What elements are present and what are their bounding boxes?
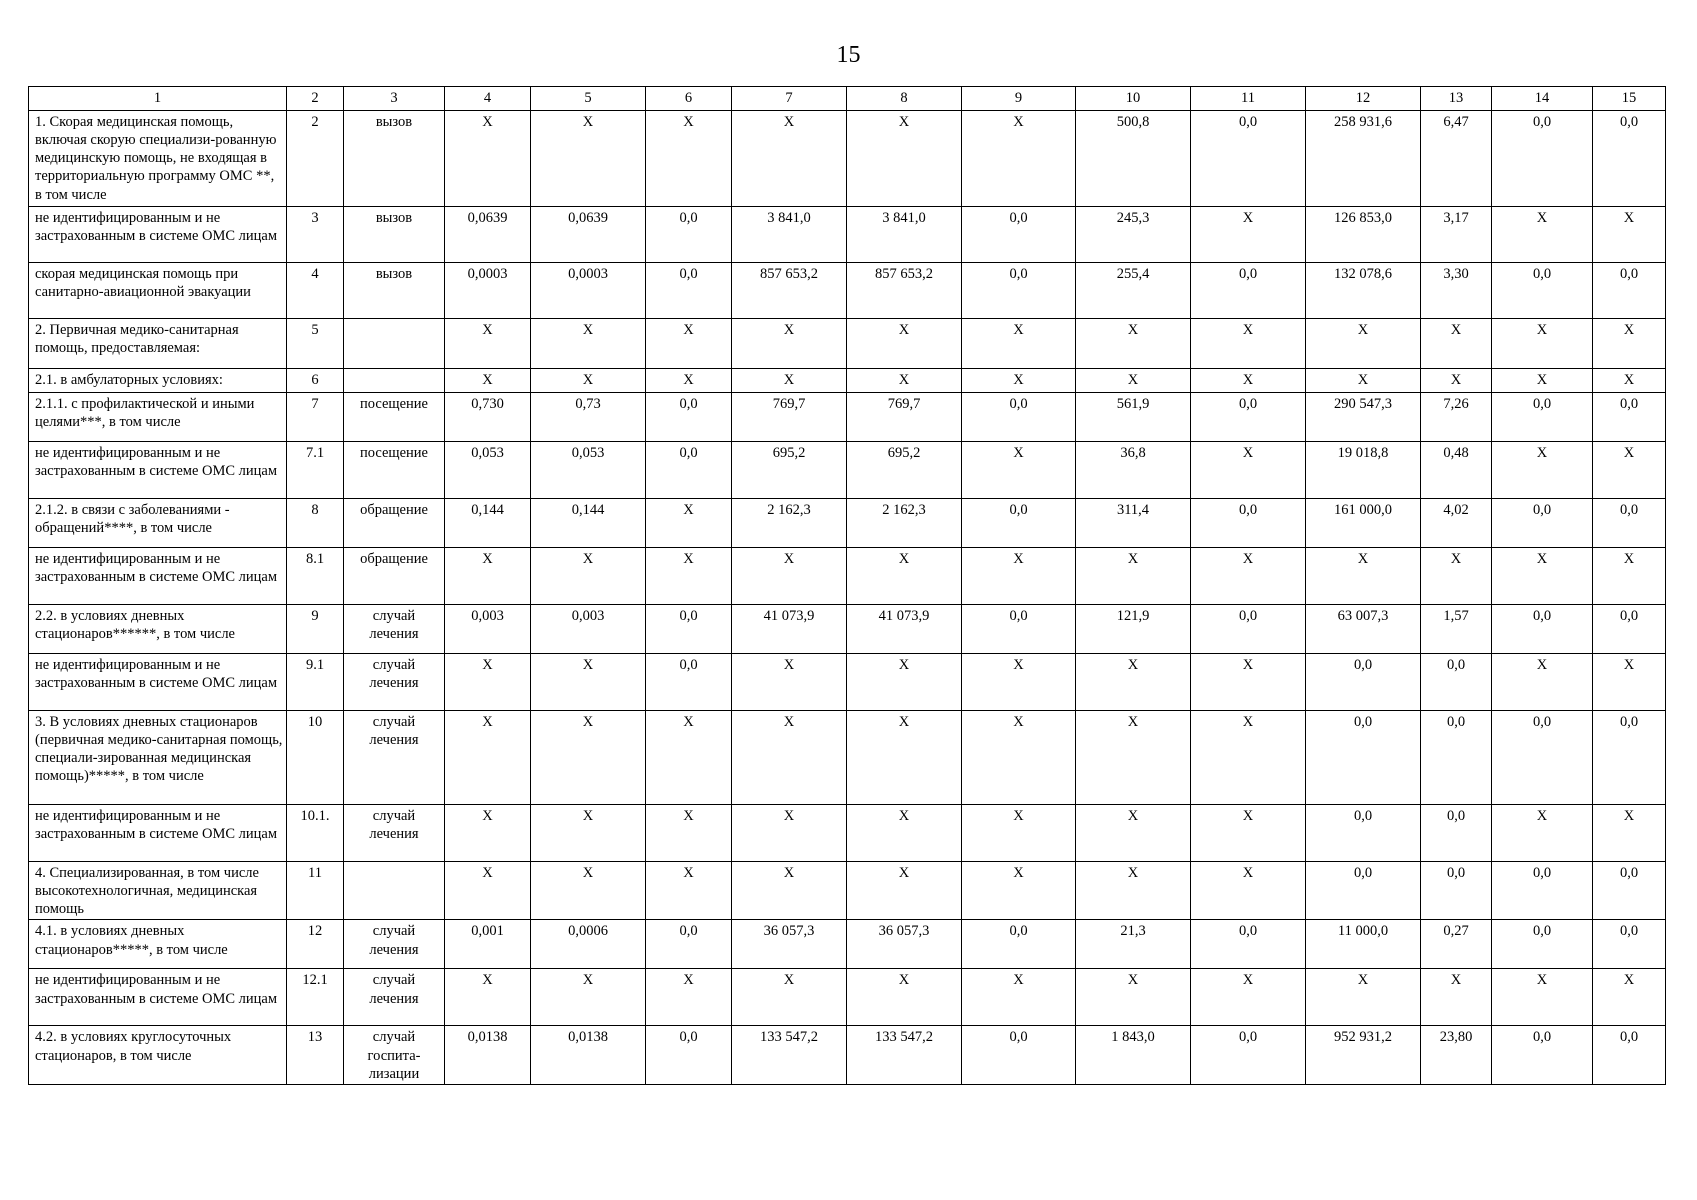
column-header-5: 5: [531, 87, 646, 111]
table-cell: 0,48: [1421, 442, 1492, 499]
column-header-10: 10: [1076, 87, 1191, 111]
table-cell: X: [1191, 711, 1306, 805]
table-cell: 36,8: [1076, 442, 1191, 499]
table-cell: 258 931,6: [1306, 111, 1421, 207]
table-row: [29, 1026, 1666, 1084]
table-row: [29, 393, 1666, 442]
table-cell: X: [1593, 654, 1666, 711]
table-cell: 11 000,0: [1306, 920, 1421, 969]
table-cell: 0,144: [531, 499, 646, 548]
table-cell: X: [1421, 369, 1492, 393]
table-cell: X: [445, 369, 531, 393]
row-label-cell: 2. Первичная медико-санитарная помощь, предоставляемая:: [29, 319, 287, 369]
table-cell: 126 853,0: [1306, 207, 1421, 263]
header-row: [29, 87, 1666, 111]
column-header-7: 7: [732, 87, 847, 111]
row-label-cell: 4.1. в условиях дневных стационаров*****, в том числе: [29, 920, 287, 969]
table-cell: 0,0: [1593, 499, 1666, 548]
column-header-11: 11: [1191, 87, 1306, 111]
table-cell: X: [847, 805, 962, 862]
table-cell: X: [1191, 969, 1306, 1026]
table-cell: 0,0: [1306, 805, 1421, 862]
table-cell: 19 018,8: [1306, 442, 1421, 499]
table-cell: 0,0: [962, 207, 1076, 263]
table-cell: 0,003: [445, 605, 531, 654]
table-cell: 561,9: [1076, 393, 1191, 442]
table-cell: 0,0: [1593, 920, 1666, 969]
table-cell: X: [1191, 862, 1306, 920]
table-cell: 0,73: [531, 393, 646, 442]
table-cell: X: [445, 805, 531, 862]
table-cell: 695,2: [732, 442, 847, 499]
table-cell: 3: [287, 207, 344, 263]
table-cell: 0,0: [962, 499, 1076, 548]
table-row: [29, 263, 1666, 319]
table-cell: X: [445, 969, 531, 1026]
row-label-cell: не идентифицированным и не застрахованным в системе ОМС лицам: [29, 442, 287, 499]
table-cell: X: [646, 969, 732, 1026]
table-cell: X: [732, 654, 847, 711]
row-label-cell: не идентифицированным и не застрахованным в системе ОМС лицам: [29, 654, 287, 711]
table-cell: случай лечения: [344, 654, 445, 711]
table-cell: 500,8: [1076, 111, 1191, 207]
table-cell: 0,730: [445, 393, 531, 442]
table-row: [29, 319, 1666, 369]
table-cell: X: [1306, 969, 1421, 1026]
row-label-cell: 2.2. в условиях дневных стационаров******, в том числе: [29, 605, 287, 654]
table-cell: X: [847, 862, 962, 920]
table-cell: 0,0: [1421, 862, 1492, 920]
table-cell: 0,0003: [531, 263, 646, 319]
table-cell: 3 841,0: [732, 207, 847, 263]
table-cell: 2: [287, 111, 344, 207]
table-cell: 0,0: [962, 605, 1076, 654]
table-cell: 2 162,3: [847, 499, 962, 548]
table-cell: X: [847, 369, 962, 393]
table-row: [29, 111, 1666, 207]
table-cell: X: [1076, 862, 1191, 920]
table-cell: 133 547,2: [732, 1026, 847, 1084]
table-cell: X: [962, 654, 1076, 711]
table-cell: X: [962, 548, 1076, 605]
table-cell: X: [1421, 319, 1492, 369]
table-cell: случай лечения: [344, 920, 445, 969]
table-cell: вызов: [344, 111, 445, 207]
row-label-cell: не идентифицированным и не застрахованным в системе ОМС лицам: [29, 805, 287, 862]
table-cell: X: [732, 805, 847, 862]
table-cell: X: [1306, 369, 1421, 393]
table-row: [29, 920, 1666, 969]
table-cell: X: [1076, 548, 1191, 605]
table-cell: 0,0: [1492, 1026, 1593, 1084]
table-cell: случай лечения: [344, 969, 445, 1026]
table-cell: 133 547,2: [847, 1026, 962, 1084]
table-row: [29, 369, 1666, 393]
column-header-1: 1: [29, 87, 287, 111]
table-cell: 13: [287, 1026, 344, 1084]
table-cell: 0,0: [1492, 920, 1593, 969]
table-cell: X: [1076, 711, 1191, 805]
table-cell: обращение: [344, 548, 445, 605]
table-cell: X: [1593, 805, 1666, 862]
table-cell: X: [531, 319, 646, 369]
table-cell: X: [962, 442, 1076, 499]
table-cell: 695,2: [847, 442, 962, 499]
table-cell: X: [445, 111, 531, 207]
table-cell: 7: [287, 393, 344, 442]
table-cell: X: [646, 499, 732, 548]
table-cell: 0,0: [1492, 711, 1593, 805]
table-cell: 0,0: [1306, 862, 1421, 920]
table-cell: 769,7: [847, 393, 962, 442]
table-cell: 121,9: [1076, 605, 1191, 654]
table-cell: 0,0: [1492, 393, 1593, 442]
table-cell: 255,4: [1076, 263, 1191, 319]
column-header-15: 15: [1593, 87, 1666, 111]
table-cell: случай госпита-лизации: [344, 1026, 445, 1084]
table-cell: X: [445, 319, 531, 369]
table-cell: 161 000,0: [1306, 499, 1421, 548]
table-cell: X: [445, 654, 531, 711]
table-row: [29, 207, 1666, 263]
table-cell: X: [445, 548, 531, 605]
table-cell: X: [847, 654, 962, 711]
table-cell: X: [646, 805, 732, 862]
table-cell: 8.1: [287, 548, 344, 605]
table-cell: X: [1492, 548, 1593, 605]
table-cell: 10: [287, 711, 344, 805]
table-cell: 0,0: [646, 1026, 732, 1084]
table-row: [29, 442, 1666, 499]
table-cell: 0,0: [1191, 605, 1306, 654]
table-cell: 769,7: [732, 393, 847, 442]
table-row: [29, 499, 1666, 548]
table-cell: 0,0: [1421, 654, 1492, 711]
table-cell: X: [531, 711, 646, 805]
table-cell: X: [1492, 654, 1593, 711]
table-cell: 0,0: [1191, 920, 1306, 969]
table-row: [29, 711, 1666, 805]
table-cell: X: [1191, 805, 1306, 862]
table-cell: 10.1.: [287, 805, 344, 862]
table-cell: 0,0: [1306, 711, 1421, 805]
table-cell: X: [1593, 548, 1666, 605]
column-header-4: 4: [445, 87, 531, 111]
table-cell: 0,053: [445, 442, 531, 499]
table-cell: X: [1593, 969, 1666, 1026]
table-cell: X: [1191, 654, 1306, 711]
row-label-cell: 3. В условиях дневных стационаров (первичная медико-санитарная помощь, специали-зированная медицинская помощь)*****, в том числе: [29, 711, 287, 805]
table-cell: 9.1: [287, 654, 344, 711]
table-cell: 0,003: [531, 605, 646, 654]
table-cell: 0,0: [1593, 111, 1666, 207]
table-cell: 0,0: [962, 1026, 1076, 1084]
table-cell: 63 007,3: [1306, 605, 1421, 654]
table-cell: X: [1191, 369, 1306, 393]
table-cell: 36 057,3: [847, 920, 962, 969]
table-row: [29, 969, 1666, 1026]
table-cell: 0,0: [1593, 711, 1666, 805]
table-cell: 21,3: [1076, 920, 1191, 969]
row-label-cell: 2.1.1. с профилактической и иными целями***, в том числе: [29, 393, 287, 442]
column-header-8: 8: [847, 87, 962, 111]
column-header-12: 12: [1306, 87, 1421, 111]
table-cell: 0,0: [1492, 263, 1593, 319]
table-cell: 857 653,2: [847, 263, 962, 319]
table-cell: X: [847, 111, 962, 207]
table-cell: X: [847, 548, 962, 605]
table-cell: 0,0: [962, 920, 1076, 969]
table-cell: 0,144: [445, 499, 531, 548]
column-header-14: 14: [1492, 87, 1593, 111]
table-cell: 0,0003: [445, 263, 531, 319]
table-cell: 311,4: [1076, 499, 1191, 548]
table-cell: X: [646, 711, 732, 805]
table-cell: 4,02: [1421, 499, 1492, 548]
table-cell: X: [1076, 369, 1191, 393]
table-cell: 4: [287, 263, 344, 319]
row-label-cell: 1. Скорая медицинская помощь, включая скорую специализи-рованную медицинскую помощь, не входящая в территориальную программу ОМС **, в том числе: [29, 111, 287, 207]
table-cell: X: [962, 319, 1076, 369]
table-cell: 12.1: [287, 969, 344, 1026]
table-cell: X: [646, 862, 732, 920]
table-cell: X: [962, 969, 1076, 1026]
table-cell: 41 073,9: [732, 605, 847, 654]
table-cell: 0,0639: [445, 207, 531, 263]
table-body: [29, 87, 1666, 1085]
table-cell: X: [1593, 442, 1666, 499]
table-cell: X: [531, 969, 646, 1026]
column-header-9: 9: [962, 87, 1076, 111]
table-cell: [344, 369, 445, 393]
table-cell: X: [1421, 548, 1492, 605]
table-cell: X: [1492, 207, 1593, 263]
table-cell: X: [1076, 969, 1191, 1026]
table-cell: 7,26: [1421, 393, 1492, 442]
table-cell: 3 841,0: [847, 207, 962, 263]
table-cell: 290 547,3: [1306, 393, 1421, 442]
table-cell: X: [732, 369, 847, 393]
row-label-cell: не идентифицированным и не застрахованным в системе ОМС лицам: [29, 969, 287, 1026]
table-cell: 0,0: [1593, 1026, 1666, 1084]
table-cell: 0,0: [646, 393, 732, 442]
table-cell: X: [531, 369, 646, 393]
table-cell: [344, 862, 445, 920]
table-cell: 952 931,2: [1306, 1026, 1421, 1084]
table-cell: X: [1191, 319, 1306, 369]
table-cell: X: [847, 969, 962, 1026]
table-cell: X: [732, 862, 847, 920]
row-label-cell: не идентифицированным и не застрахованным в системе ОМС лицам: [29, 207, 287, 263]
table-cell: обращение: [344, 499, 445, 548]
table-cell: X: [962, 711, 1076, 805]
table-cell: 0,001: [445, 920, 531, 969]
table-cell: 0,0: [1492, 605, 1593, 654]
table-cell: X: [646, 548, 732, 605]
table-cell: X: [962, 111, 1076, 207]
table-cell: 12: [287, 920, 344, 969]
table-cell: X: [1492, 969, 1593, 1026]
table-cell: X: [646, 319, 732, 369]
table-cell: 6,47: [1421, 111, 1492, 207]
table-row: [29, 805, 1666, 862]
table-cell: посещение: [344, 442, 445, 499]
row-label-cell: 4.2. в условиях круглосуточных стационаров, в том числе: [29, 1026, 287, 1084]
table-cell: 0,0: [962, 263, 1076, 319]
table-cell: 36 057,3: [732, 920, 847, 969]
table-cell: X: [531, 548, 646, 605]
table-cell: посещение: [344, 393, 445, 442]
table-cell: 0,0: [1593, 393, 1666, 442]
column-header-2: 2: [287, 87, 344, 111]
table-cell: X: [531, 654, 646, 711]
table-cell: X: [531, 805, 646, 862]
row-label-cell: 4. Специализированная, в том числе высокотехнологичная, медицинская помощь: [29, 862, 287, 920]
table-cell: случай лечения: [344, 605, 445, 654]
table-cell: 41 073,9: [847, 605, 962, 654]
table-cell: X: [1421, 969, 1492, 1026]
table-cell: X: [1306, 319, 1421, 369]
table-cell: 0,27: [1421, 920, 1492, 969]
table-cell: 0,0: [1593, 605, 1666, 654]
table-cell: X: [732, 319, 847, 369]
table-cell: вызов: [344, 263, 445, 319]
column-header-6: 6: [646, 87, 732, 111]
column-header-3: 3: [344, 87, 445, 111]
table-cell: X: [732, 711, 847, 805]
table-cell: 0,0: [1191, 111, 1306, 207]
table-cell: X: [847, 319, 962, 369]
table-cell: 0,0: [1492, 111, 1593, 207]
table-cell: 5: [287, 319, 344, 369]
row-label-cell: не идентифицированным и не застрахованным в системе ОМС лицам: [29, 548, 287, 605]
table-cell: 0,0: [1191, 263, 1306, 319]
row-label-cell: 2.1.2. в связи с заболеваниями - обращений****, в том числе: [29, 499, 287, 548]
table-cell: 2 162,3: [732, 499, 847, 548]
table-cell: 0,0: [646, 605, 732, 654]
table-cell: X: [732, 111, 847, 207]
table-cell: 11: [287, 862, 344, 920]
table-row: [29, 548, 1666, 605]
table-cell: X: [646, 111, 732, 207]
table-cell: X: [1492, 319, 1593, 369]
table-cell: 3,17: [1421, 207, 1492, 263]
table-cell: X: [962, 805, 1076, 862]
table-cell: 0,0: [1492, 499, 1593, 548]
table-cell: 1 843,0: [1076, 1026, 1191, 1084]
table-cell: 0,0: [1191, 1026, 1306, 1084]
table-cell: X: [1076, 805, 1191, 862]
table-cell: 0,0: [1421, 711, 1492, 805]
table-cell: вызов: [344, 207, 445, 263]
table-cell: X: [1076, 654, 1191, 711]
table-cell: X: [646, 369, 732, 393]
table-cell: X: [531, 111, 646, 207]
table-cell: 0,0: [1492, 862, 1593, 920]
table-cell: X: [531, 862, 646, 920]
table-row: [29, 862, 1666, 920]
table-cell: X: [1191, 207, 1306, 263]
row-label-cell: скорая медицинская помощь при санитарно-авиационной эвакуации: [29, 263, 287, 319]
table-cell: 0,0: [646, 654, 732, 711]
table-cell: X: [1492, 442, 1593, 499]
table-cell: 0,0138: [531, 1026, 646, 1084]
table-cell: 0,053: [531, 442, 646, 499]
table-cell: 0,0: [1191, 393, 1306, 442]
table-cell: X: [847, 711, 962, 805]
table-cell: X: [732, 969, 847, 1026]
table-cell: 3,30: [1421, 263, 1492, 319]
table-cell: X: [1306, 548, 1421, 605]
table-cell: X: [962, 369, 1076, 393]
table-cell: X: [1492, 369, 1593, 393]
table-cell: 0,0: [646, 920, 732, 969]
table-cell: X: [1191, 442, 1306, 499]
table-cell: X: [1492, 805, 1593, 862]
table-cell: 132 078,6: [1306, 263, 1421, 319]
table-cell: 0,0: [646, 442, 732, 499]
table-cell: 9: [287, 605, 344, 654]
table-cell: 7.1: [287, 442, 344, 499]
table-cell: 245,3: [1076, 207, 1191, 263]
table-cell: 8: [287, 499, 344, 548]
table-row: [29, 654, 1666, 711]
page-number: 15: [836, 42, 861, 68]
table-cell: 0,0: [1421, 805, 1492, 862]
column-header-13: 13: [1421, 87, 1492, 111]
table-row: [29, 605, 1666, 654]
table-cell: 0,0: [1593, 862, 1666, 920]
table-cell: X: [1076, 319, 1191, 369]
row-label-cell: 2.1. в амбулаторных условиях:: [29, 369, 287, 393]
table-cell: X: [445, 711, 531, 805]
table-cell: X: [1191, 548, 1306, 605]
data-table: [28, 86, 1666, 1085]
table-cell: X: [1593, 207, 1666, 263]
table-cell: X: [1593, 319, 1666, 369]
table-cell: X: [445, 862, 531, 920]
table-cell: 0,0: [1593, 263, 1666, 319]
table-cell: 0,0: [1306, 654, 1421, 711]
table-cell: 0,0: [1191, 499, 1306, 548]
table-cell: 6: [287, 369, 344, 393]
table-cell: 0,0: [646, 207, 732, 263]
table-cell: 1,57: [1421, 605, 1492, 654]
table-cell: X: [962, 862, 1076, 920]
table-cell: 0,0: [962, 393, 1076, 442]
table-cell: X: [732, 548, 847, 605]
table-cell: 0,0138: [445, 1026, 531, 1084]
table-cell: случай лечения: [344, 711, 445, 805]
table-cell: случай лечения: [344, 805, 445, 862]
table-cell: 23,80: [1421, 1026, 1492, 1084]
table-cell: X: [1593, 369, 1666, 393]
table-cell: 0,0639: [531, 207, 646, 263]
table-cell: 0,0006: [531, 920, 646, 969]
table-cell: 857 653,2: [732, 263, 847, 319]
table-cell: [344, 319, 445, 369]
table-cell: 0,0: [646, 263, 732, 319]
